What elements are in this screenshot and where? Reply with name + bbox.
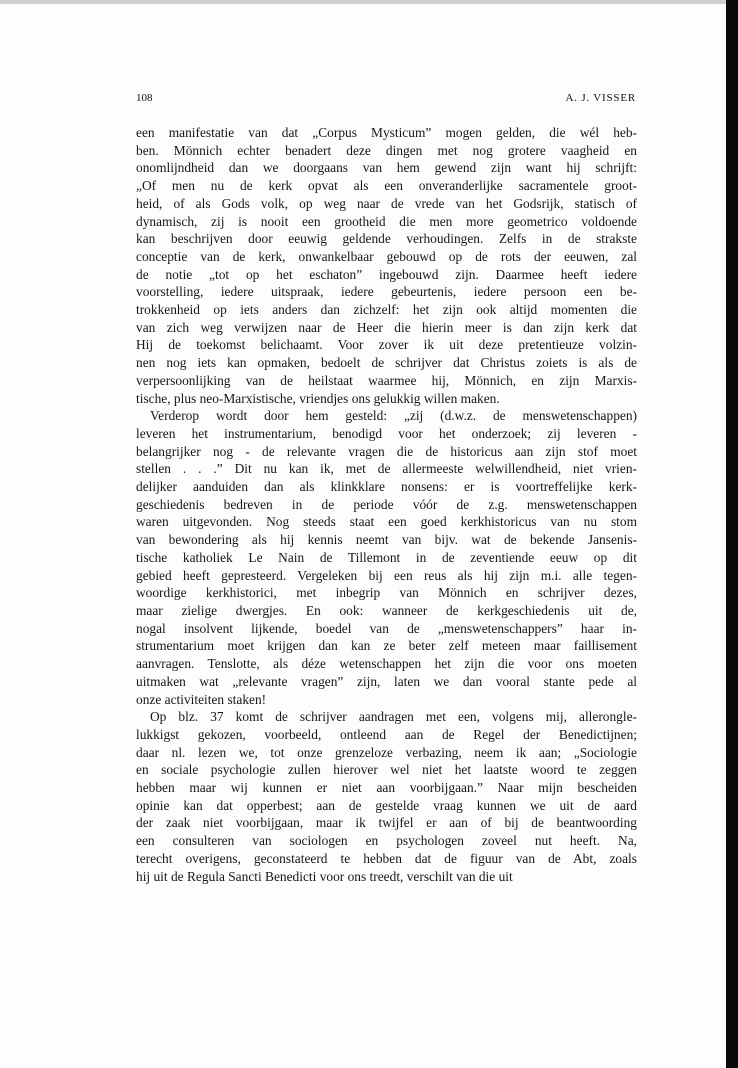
text-line: der zaak niet voorbijgaan, maar ik twijfel er aan of bij de beantwoording [136,815,637,831]
text-line: „Of men nu de kerk opvat als een onveranderlijke sacramentele groot- [136,178,637,194]
text-line: de notie „tot op het eschaton” ingebouwd zijn. Daarmee heeft iedere [136,266,637,282]
text-line: Hij de toekomst belichaamt. Voor zover ik uit deze pretentieuze volzin- [136,337,637,353]
text-line: opinie kan dat opperbest; aan de gestelde vraag kunnen we uit de aard [136,797,637,813]
text-line: nen nog iets kan opmaken, bedoelt de schrijver dat Christus zoiets is als de [136,355,637,371]
text-line: onomlijndheid dan we doorgaans van hem gewend zijn want hij schrijft: [136,160,637,176]
text-line: terecht overigens, geconstateerd te hebben dat de figuur van de Abt, zoals [136,850,637,866]
text-line: aanvragen. Tenslotte, als déze wetenschappen het zijn die voor ons moeten [136,656,637,672]
text-line: hebben maar wij kunnen er niet aan voorbijgaan.” Naar mijn bescheiden [136,780,637,796]
text-line: strumentarium moet krijgen dan kan ze beter zelf meteen maar faillisement [136,638,637,654]
text-line: leveren het instrumentarium, benodigd voor het onderzoek; zij leveren - [136,425,637,441]
page-header [136,92,636,108]
paragraph [136,124,637,407]
text-line: conceptie van de kerk, onwankelbaar gebouwd op de rots der eeuwen, zal [136,248,637,264]
text-line: voorstelling, iedere uitspraak, iedere gebeurtenis, iedere persoon een be- [136,284,637,300]
text-line: een consulteren van sociologen en psychologen zoveel nut heeft. Na, [136,833,637,849]
text-line: Op blz. 37 komt de schrijver aandragen met een, volgens mij, allerongle- [150,709,637,725]
text-line: heid, of als Gods volk, op weg naar de vrede van het Godsrijk, statisch of [136,195,637,211]
text-line: en sociale psychologie zullen hierover wel niet het laatste woord te zeggen [136,762,637,778]
text-line: hij uit de Regula Sancti Benedicti voor ons treedt, verschilt van die uit [136,868,513,884]
text-line: onze activiteiten staken! [136,691,267,707]
text-line: trokkenheid op iets anders dan zichzelf: het zijn ook altijd momenten die [136,302,637,318]
text-line: belangrijker nog - de relevante vragen die de historicus aan zijn stof moet [136,443,637,459]
text-line: lukkigst gekozen, voorbeeld, ontleend aan de Regel der Benedictijnen; [136,726,637,742]
scan-right-edge [726,0,738,1068]
text-line: kan beschrijven door eeuwig geldende verhoudingen. Zelfs in de strakste [136,231,637,247]
text-line: van bewondering als hij kennis neemt van bijv. wat de bekende Jansenis- [136,532,637,548]
text-line: tische, plus neo-Marxistische, vriendjes ons gelukkig willen maken. [136,390,500,406]
text-line: nogal insolvent lijkende, boedel van de „menswetenschappers” haar in- [136,620,637,636]
scan-top-edge [0,0,738,4]
text-line: dynamisch, zij is nooit een grootheid die men more geometrico voldoende [136,213,637,229]
text-line: gebied heeft gepresteerd. Vergeleken bij een reus als hij zijn m.i. alle tegen- [136,567,637,583]
text-line: waren uitgevonden. Nog steeds staat een goed kerkhistoricus van nu stom [136,514,637,530]
text-line: stellen . . .” Dit nu kan ik, met de allermeeste welwillendheid, niet vrien- [136,461,637,477]
paragraph [136,708,637,885]
paragraph [136,407,637,708]
text-line: maar zielige dwergjes. En ook: wanneer de kerkgeschiedenis uit de, [136,602,637,618]
text-line: van zich weg verwijzen naar de Heer die hierin meer is dan zijn kerk dat [136,319,637,335]
text-line: uitmaken wat „relevante vragen” zijn, laten we dan vooral stante pede al [136,673,637,689]
text-line: een manifestatie van dat „Corpus Mysticum” mogen gelden, die wél heb- [136,125,637,140]
text-line: tische katholiek Le Nain de Tillemont in de zeventiende eeuw op dit [136,549,637,565]
text-line: daar nl. lezen we, tot onze grenzeloze verbazing, neem ik aan; „Sociologie [136,744,637,760]
text-line: verpersoonlijking van de heilstaat waarmee hij, Mönnich, en zijn Marxis- [136,372,637,388]
page-number: 108 [136,92,153,104]
running-head: A. J. VISSER [565,92,636,104]
text-line: ben. Mönnich echter benadert deze dingen met nog grotere vaagheid en [136,142,637,158]
text-line: Verderop wordt door hem gesteld: „zij (d.w.z. de menswetenschappen) [150,408,637,424]
body-text [136,124,637,885]
text-line: delijker aanduiden dan als klinkklare nonsens: er is voortreffelijke kerk- [136,479,637,495]
text-line: woordige kerkhistorici, met inbegrip van Mönnich en schrijver dezes, [136,585,637,601]
text-line: geschiedenis bedreven in de periode vóór de z.g. menswetenschappen [136,496,637,512]
